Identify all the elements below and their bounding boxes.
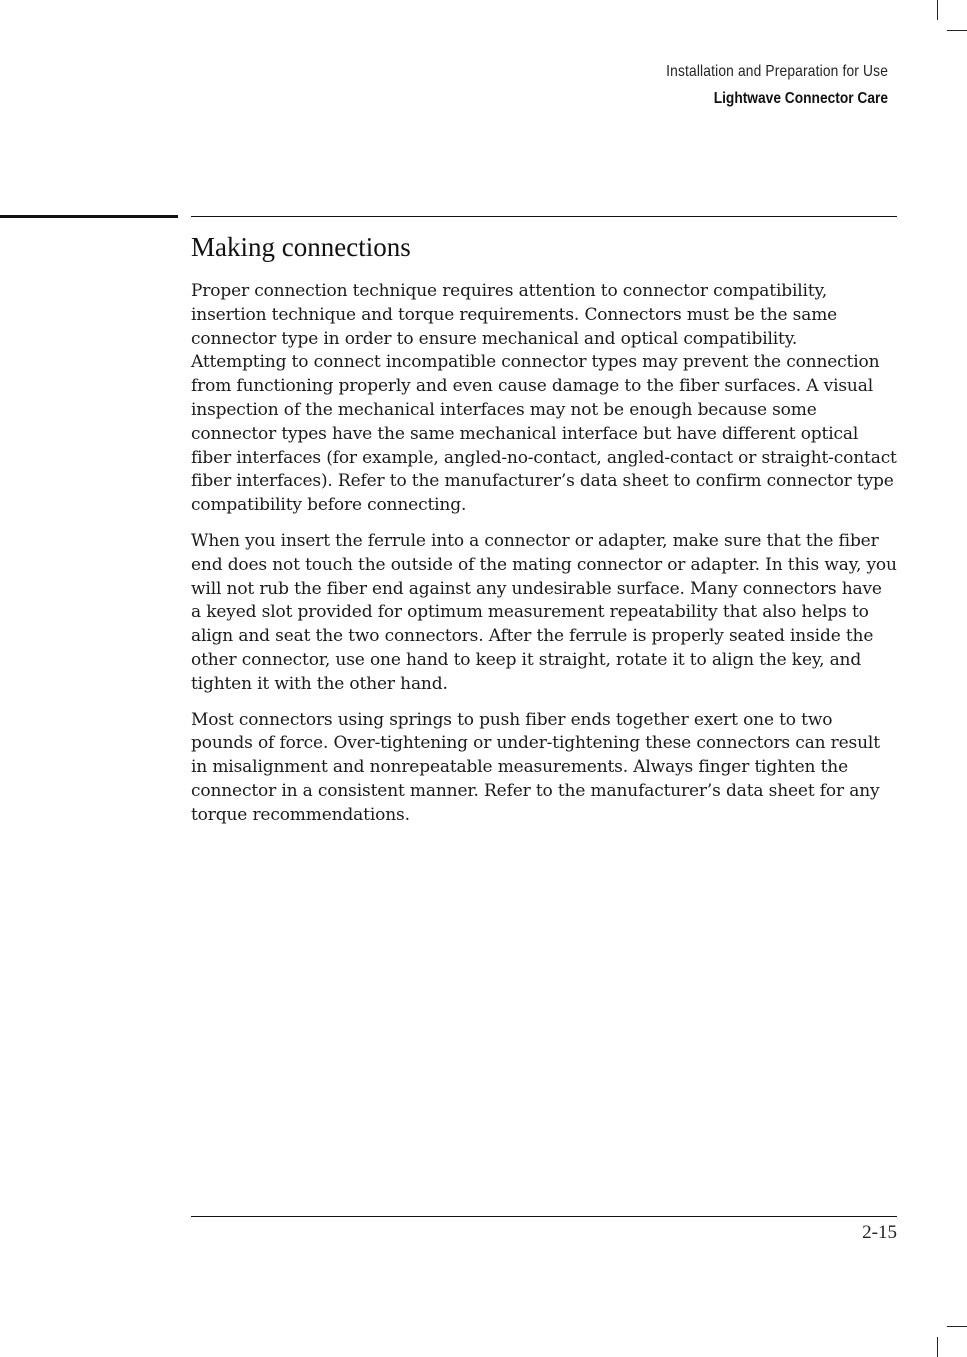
section-heading: Making connections (191, 232, 411, 262)
section-rule-thin (191, 216, 897, 217)
crop-mark-top-vertical (937, 0, 938, 20)
main-content (191, 228, 897, 840)
header-section-title: Installation and Preparation for Use (666, 63, 888, 80)
section-rule-thick (0, 215, 178, 218)
paragraph-connector-compatibility: Proper connection technique requires attention to connector compatibility, insertion technique and torque requirements. Connectors must be the same connector type in order to ensure mechanical and optical compatibility. Attempting to connect incompatible connector types may prevent the connection from functioning properly and even cause damage to the fiber surfaces. A visual inspection of the mechanical interfaces may not be enough because some connector types have the same mechanical interface but have different optical fiber interfaces (for example, angled-no-contact, angled-contact or straight-contact fiber interfaces). Refer to the manufacturer’s data sheet to confirm connector type compatibility before connecting. (191, 281, 897, 516)
running-header (630, 60, 888, 114)
footer-rule (191, 1216, 897, 1217)
header-chapter-title: Lightwave Connector Care (713, 90, 888, 107)
crop-mark-top-horizontal (947, 30, 967, 31)
paragraph-torque: Most connectors using springs to push fiber ends together exert one to two pounds of force. Over-tightening or under-tightening these connectors can result in misalignment and nonrepeatable measurements. Always finger tighten the connector in a consistent manner. Refer to the manufacturer’s data sheet for any torque recommendations. (191, 709, 880, 825)
crop-mark-bottom-vertical (937, 1337, 938, 1357)
crop-mark-bottom-horizontal (947, 1326, 967, 1327)
paragraph-ferrule-insertion: When you insert the ferrule into a connector or adapter, make sure that the fiber end does not touch the outside of the mating connector or adapter. In this way, you will not rub the fiber end against any undesirable surface. Many connectors have a keyed slot provided for optimum measurement repeatability that also helps to align and seat the two connectors. After the ferrule is properly seated inside the other connector, use one hand to keep it straight, rotate it to align the key, and tighten it with the other hand. (191, 530, 897, 694)
page-number: 2-15 (862, 1222, 897, 1243)
